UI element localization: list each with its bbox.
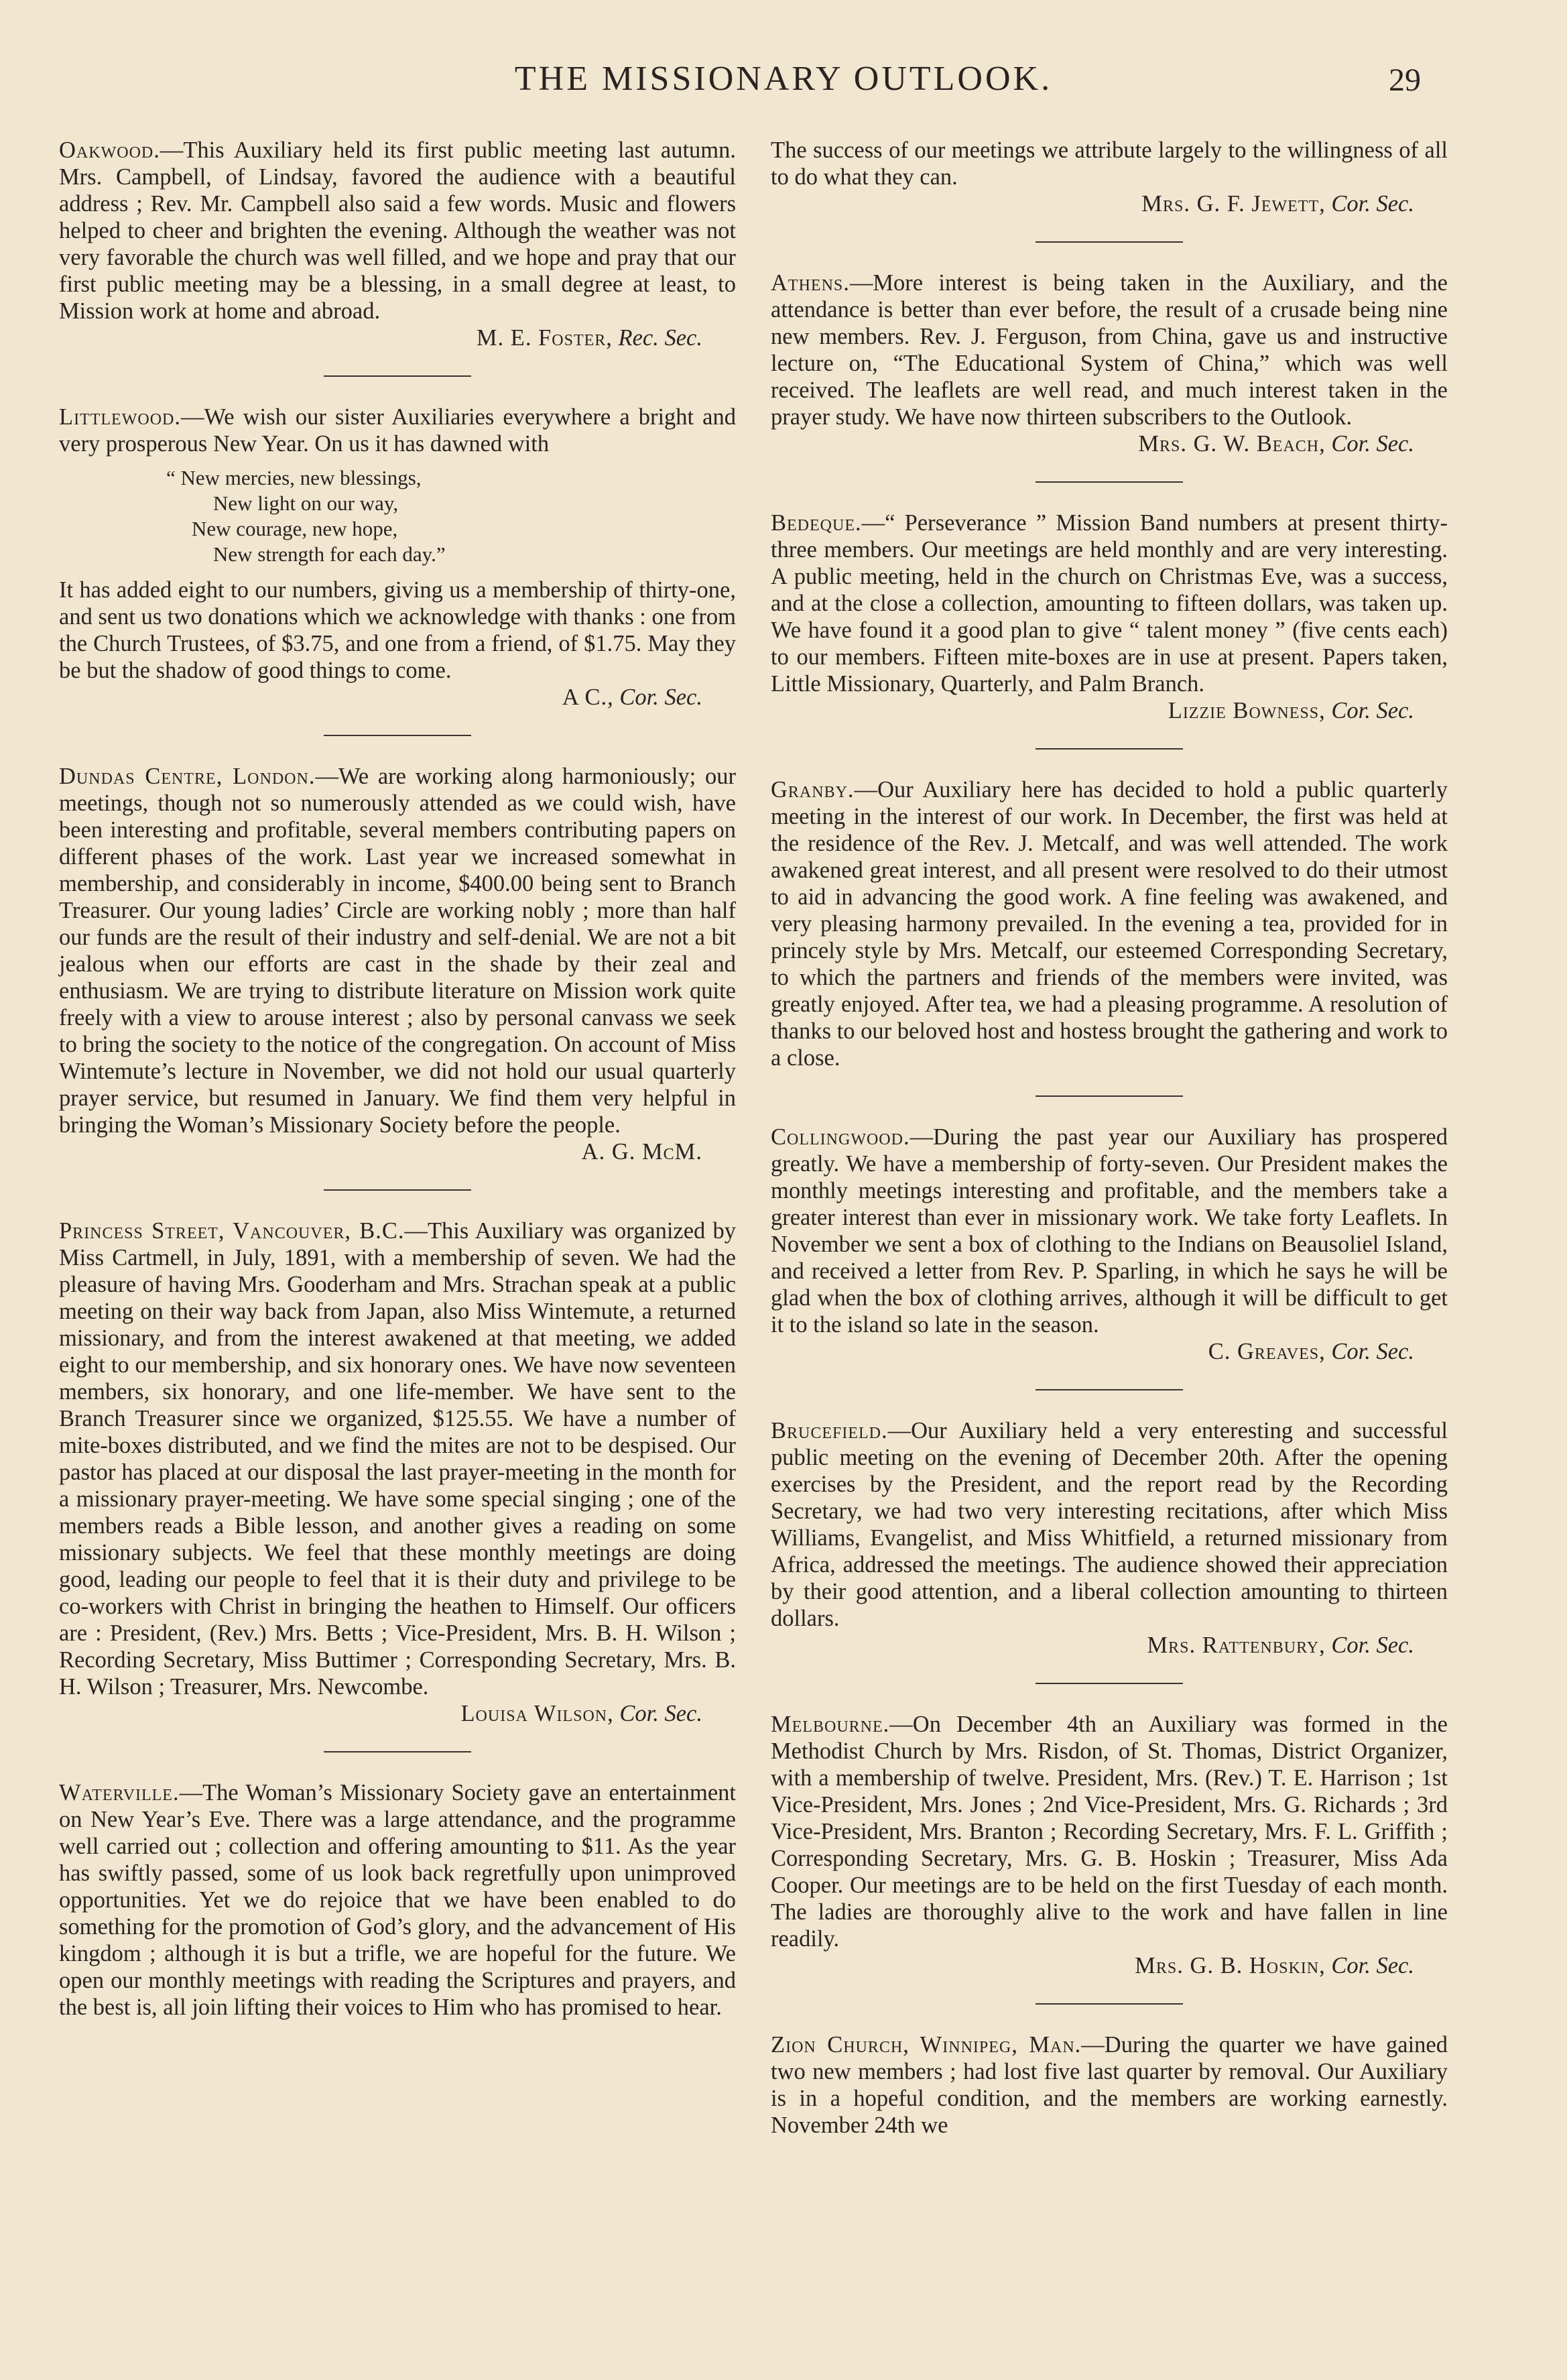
report-text: The success of our meetings we attribute largely to the willingness of all to do what they can.: [771, 137, 1448, 190]
report-text: —We are working along harmoniously; our meetings, though not so numerously attended as we could wish, have been interesting and profitable, several members contributing papers on different phases of the work. Last year we increased somewhat in membership, and considerably in income, $400.00 being sent to Branch Treasurer. Our young ladies’ Circle are working nobly ; more than half our funds are the result of their industry and self-denial. We are not a bit jealous when our efforts are cast in the shade by their zeal and enthusiasm. We are trying to distribute literature on Mission work quite freely with a view to arouse interest ; also by personal canvass we seek to bring the society to the notice of the congregation. On account of Miss Wintemute’s lecture in November, we did not hold our usual quarterly prayer service, but resumed in January. We find them very helpful in bringing the Woman’s Missionary Society before the people.: [59, 764, 737, 1138]
section-divider: [1036, 481, 1183, 483]
section-divider: [324, 735, 471, 736]
signature-name: C. Greaves,: [1208, 1339, 1326, 1364]
poem-quote: [166, 465, 736, 567]
page-number: 29: [1389, 62, 1421, 98]
report-entry: [59, 1217, 736, 1727]
signature-name: Mrs. Rattenbury,: [1147, 1632, 1326, 1658]
signature: [771, 697, 1448, 724]
report-text: —Our Auxiliary here has decided to hold a public quarterly meeting in the interest of our work. In December, the first was held at the residence of the Rev. J. Metcalf, and was well attended. The work awakened great interest, and all present were resolved to do their utmost to aid in advancing the good work. A fine feeling was awakened, and very pleasing harmony prevailed. In the evening a tea, provided for in princely style by Mrs. Metcalf, our esteemed Corresponding Secretary, to which the partners and friends of the members were invited, was greatly enjoyed. After tea, we had a pleasing programme. A resolution of thanks to our beloved host and hostess brought the gathering and work to a close.: [771, 777, 1448, 1071]
report-paragraph: [771, 776, 1448, 1071]
report-text: —Our Auxiliary held a very enteresting and successful public meeting on the evening of December 20th. After the opening exercises by the President, and the report read by the Recording Secretary, we had two very interesting recitations, after which Miss Williams, Evangelist, and Miss Whitfield, a returned missionary from Africa, addressed the meetings. The audience showed their appreciation by their good attention, and a liberal collection amounting to thirteen dollars.: [771, 1418, 1448, 1631]
report-paragraph: [771, 510, 1448, 697]
signature: [59, 1138, 736, 1165]
report-paragraph: [59, 763, 736, 1138]
report-text: —“ Perseverance ” Mission Band numbers at present thirty-three members. Our meetings are held monthly and are very interesting. A public meeting, held in the church on Christmas Eve, was a success, and at the close a collection, amounting to fifteen dollars, was taken up. We have found it a good plan to give “ talent money ” (five cents each) to our members. Fifteen mite-boxes are in use at present. Papers taken, Little Missionary, Quarterly, and Palm Branch.: [771, 510, 1448, 697]
place-name: Bedeque.: [771, 510, 862, 536]
report-entry: [59, 763, 736, 1165]
report-text: —This Auxiliary was organized by Miss Cartmell, in July, 1891, with a membership of seven. We had the pleasure of having Mrs. Gooderham and Mrs. Strachan speak at a public meeting on their way back from Japan, also Miss Wintemute, a returned missionary, and from the interest awakened at that meeting, we added eight to our membership, and six honorary ones. We have now seventeen members, six honorary, and one life-member. We have sent to the Branch Treasurer since we organized, $125.55. We have a number of mite-boxes distributed, and we find the mites are not to be despised. Our pastor has placed at our disposal the last prayer-meeting in the month for a missionary prayer-meeting. We have some special singing ; one of the members reads a Bible lesson, and another gives a reading on some missionary subjects. We feel that these monthly meetings are doing good, leading our people to feel that it is their duty and privilege to be co-workers with Christ in bringing the heathen to Himself. Our officers are : President, (Rev.) Mrs. Betts ; Vice-President, Mrs. B. H. Wilson ; Recording Secretary, Miss Buttimer ; Corresponding Secretary, Mrs. B. H. Wilson ; Treasurer, Mrs. Newcombe.: [59, 1218, 736, 1700]
section-divider: [1036, 1389, 1183, 1390]
place-name: Littlewood.: [59, 404, 181, 430]
poem-line: New strength for each day.”: [213, 542, 446, 566]
section-divider: [1036, 1683, 1183, 1684]
section-divider: [1036, 748, 1183, 750]
signature-name: Lizzie Bowness,: [1168, 698, 1326, 723]
right-column: [771, 137, 1448, 2139]
signature-title: Cor. Sec.: [1331, 431, 1414, 457]
report-paragraph: [59, 1217, 736, 1700]
signature-title: Cor. Sec.: [619, 685, 702, 710]
signature-title: Rec. Sec.: [618, 325, 702, 351]
place-name: Waterville.: [59, 1780, 180, 1805]
section-divider: [1036, 241, 1183, 243]
signature: [771, 1632, 1448, 1659]
signature-name: A C.,: [562, 685, 614, 710]
section-divider: [1036, 2003, 1183, 2005]
signature-title: Cor. Sec.: [1331, 698, 1414, 723]
report-entry: [771, 137, 1448, 217]
place-name: Athens.: [771, 270, 850, 296]
report-paragraph: [59, 404, 736, 457]
report-paragraph: [771, 2031, 1448, 2139]
report-text: —On December 4th an Auxiliary was formed in the Methodist Church by Mrs. Risdon, of St. Thomas, District Organizer, with a membership of twelve. President, Mrs. (Rev.) T. E. Harrison ; 1st Vice-President, Mrs. Jones ; 2nd Vice-President, Mrs. G. Richards ; 3rd Vice-President, Mrs. Branton ; Recording Secretary, Mrs. F. L. Griffith ; Corresponding Secretary, Mrs. G. B. Hoskin ; Treasurer, Miss Ada Cooper. Our meetings are to be held on the first Tuesday of each month. The ladies are thoroughly alive to the work and have fallen in line readily.: [771, 1712, 1448, 1952]
place-name: Zion Church, Winnipeg, Man.: [771, 2032, 1082, 2058]
section-divider: [1036, 1095, 1183, 1097]
report-paragraph: [771, 270, 1448, 430]
place-name: Princess Street, Vancouver, B.C.: [59, 1218, 405, 1244]
report-entry: [771, 1417, 1448, 1659]
place-name: Granby.: [771, 777, 855, 802]
signature: [771, 430, 1448, 457]
signature: [59, 1700, 736, 1727]
signature-name: Mrs. G. F. Jewett,: [1141, 191, 1326, 217]
signature-name: Mrs. G. W. Beach,: [1138, 431, 1326, 457]
signature: [771, 1338, 1448, 1365]
report-paragraph: [59, 1779, 736, 2021]
report-entry: [771, 270, 1448, 457]
signature-title: Cor. Sec.: [619, 1701, 702, 1726]
place-name: Collingwood.: [771, 1124, 910, 1150]
place-name: Brucefield.: [771, 1418, 888, 1443]
report-entry: [771, 1711, 1448, 1979]
report-paragraph: [771, 1711, 1448, 1952]
report-paragraph: [771, 1417, 1448, 1632]
signature-name: Louisa Wilson,: [460, 1701, 614, 1726]
signature: [771, 1952, 1448, 1979]
poem-line: “ New mercies, new blessings,: [166, 466, 422, 489]
place-name: Oakwood.: [59, 137, 160, 163]
running-title: THE MISSIONARY OUTLOOK.: [514, 60, 1053, 98]
report-text: —The Woman’s Missionary Society gave an entertainment on New Year’s Eve. There was a large attendance, and the programme well carried out ; collection and offering amounting to $11. As the year has swiftly passed, some of us look back regretfully upon unimproved opportunities. Yet we do rejoice that we have been enabled to do something for the promotion of God’s glory, and the advancement of His kingdom ; although it is but a trifle, we are hopeful for the future. We open our monthly meetings with reading the Scriptures and prayers, and the best is, all join lifting their voices to Him who has promised to hear.: [59, 1780, 736, 2020]
report-entry: [59, 1779, 736, 2021]
report-text: —We wish our sister Auxiliaries everywhere a bright and very prosperous New Year. On us it has dawned with: [59, 404, 736, 457]
report-text: —During the past year our Auxiliary has prospered greatly. We have a membership of forty-seven. Our President makes the monthly meetings interesting and profitable, and the members take a greater interest than ever in missionary work. We take forty Leaflets. In November we sent a box of clothing to the Indians on Beausoliel Island, and received a letter from Rev. P. Sparling, in which he says he will be glad when the box of clothing arrives, although it will be difficult to get it to the island so late in the season.: [771, 1124, 1448, 1337]
signature-title: Cor. Sec.: [1331, 1953, 1414, 1978]
section-divider: [324, 1189, 471, 1191]
signature: [59, 684, 736, 711]
report-entry: [771, 1124, 1448, 1365]
report-paragraph: [771, 1124, 1448, 1338]
report-entry: [59, 137, 736, 351]
signature-name: A. G. McM.: [581, 1139, 702, 1165]
signature-name: M. E. Foster,: [476, 325, 613, 351]
signature: [59, 324, 736, 351]
report-entry: [59, 404, 736, 711]
report-text: —This Auxiliary held its first public meeting last autumn. Mrs. Campbell, of Lindsay, favored the audience with a beautiful address ; Rev. Mr. Campbell also said a few words. Music and flowers helped to cheer and brighten the evening. Although the weather was not very favorable the church was well filled, and we hope and pray that our first public meeting may be a blessing, in a small degree at least, to Mission work at home and abroad.: [59, 137, 736, 324]
page-header: [0, 59, 1567, 113]
report-paragraph: [771, 137, 1448, 190]
place-name: Melbourne.: [771, 1712, 890, 1737]
signature-title: Cor. Sec.: [1331, 1339, 1414, 1364]
poem-line: New light on our way,: [213, 491, 399, 515]
section-divider: [324, 375, 471, 377]
report-entry: [771, 510, 1448, 724]
place-name: Dundas Centre, London.: [59, 764, 316, 789]
section-divider: [324, 1751, 471, 1752]
report-entry: [771, 2031, 1448, 2139]
signature-title: Cor. Sec.: [1331, 191, 1414, 217]
report-paragraph-continued: It has added eight to our numbers, giving us a membership of thirty-one, and sent us two donations which we acknowledge with thanks : one from the Church Trustees, of $3.75, and one from a friend, of $1.75. May they be but the shadow of good things to come.: [59, 577, 736, 683]
report-text: —During the quarter we have gained two new members ; had lost five last quarter by removal. Our Auxiliary is in a hopeful condition, and the members are working earnestly. November 24th we: [771, 2032, 1448, 2138]
poem-line: New courage, new hope,: [192, 517, 398, 540]
report-paragraph: [59, 137, 736, 324]
left-column: [59, 137, 736, 2021]
signature-name: Mrs. G. B. Hoskin,: [1135, 1953, 1326, 1978]
report-text: —More interest is being taken in the Auxiliary, and the attendance is better than ever before, the result of a crusade being nine new members. Rev. J. Ferguson, from China, gave us and instructive lecture on, “The Educational System of China,” which was well received. The leaflets are well read, and much interest taken in the prayer study. We have now thirteen subscribers to the Outlook.: [771, 270, 1448, 430]
signature: [771, 190, 1448, 217]
report-entry: [771, 776, 1448, 1071]
signature-title: Cor. Sec.: [1331, 1632, 1414, 1658]
